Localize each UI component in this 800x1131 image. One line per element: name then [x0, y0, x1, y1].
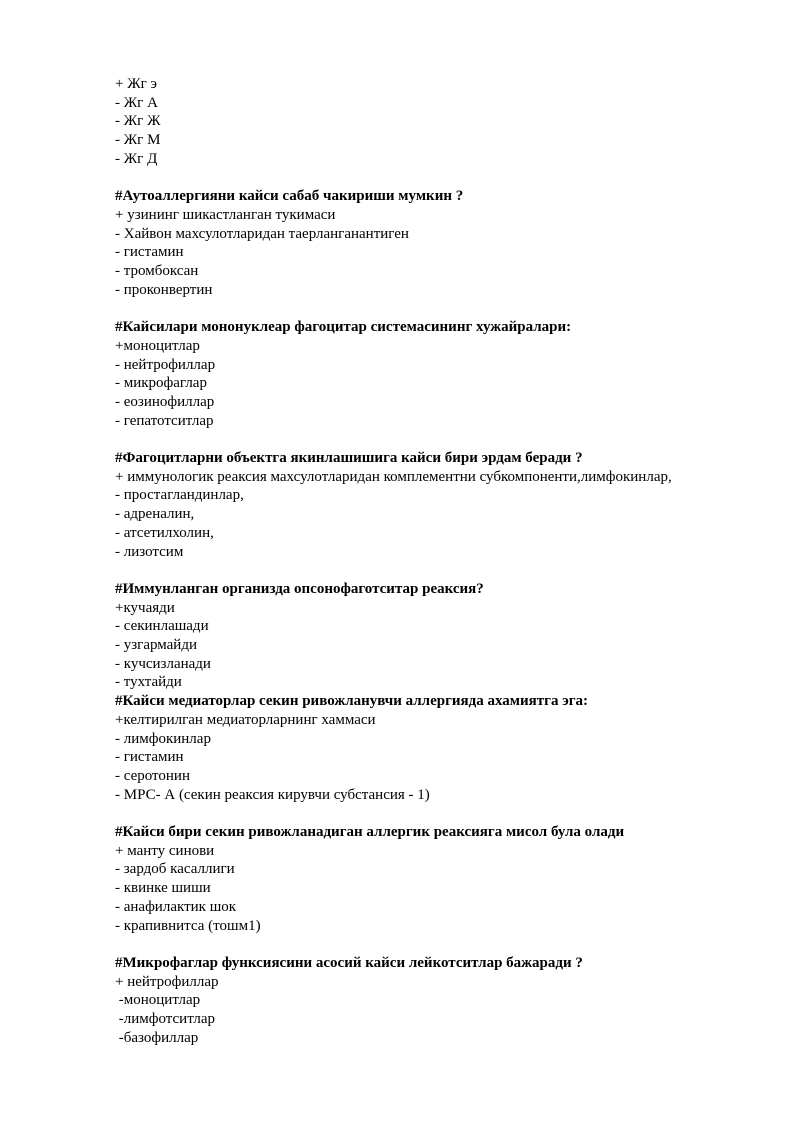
answer-option: - гистамин — [115, 244, 184, 261]
answer-option: - узгармайди — [115, 637, 197, 654]
answer-option: + Жг э — [115, 76, 157, 92]
answer-option: - лимфокинлар — [115, 730, 211, 747]
answer-option: - крапивнитса (тошм1) — [115, 917, 261, 934]
answer-option: - серотонин — [115, 767, 190, 784]
answer-option: - секинлашади — [115, 618, 209, 635]
answer-option: - проконвертин — [115, 281, 213, 298]
answer-option: - Жг Ж — [115, 113, 161, 130]
question-block — [115, 75, 755, 187]
question-list — [115, 75, 755, 1047]
question-block — [115, 823, 755, 954]
answer-option: - Жг А — [115, 94, 158, 111]
answer-option: + нейтрофиллар — [115, 973, 219, 990]
answer-option: - кучсизланади — [115, 655, 211, 672]
answer-option: +келтирилган медиаторларнинг хаммаси — [115, 711, 376, 728]
answer-option: - Хайвон махсулотларидан таерланганантиген — [115, 225, 409, 242]
answer-option: - нейтрофиллар — [115, 356, 216, 373]
answer-option: - квинке шиши — [115, 880, 211, 897]
question-block — [115, 954, 755, 1048]
question-text: #Микрофаглар функсиясини асосий кайси лейкотситлар бажаради ? — [115, 954, 583, 971]
block-spacer — [115, 804, 755, 823]
block-spacer — [115, 430, 755, 449]
answer-option: - зардоб касаллиги — [115, 861, 235, 878]
answer-option: -лимфотситлар — [115, 1011, 216, 1028]
answer-option: +кучаяди — [115, 599, 175, 616]
answer-option: - гепатотситлар — [115, 412, 214, 429]
answer-option: - Жг М — [115, 132, 161, 149]
answer-option: - тухтайди — [115, 674, 182, 691]
question-text: #Аутоаллергияни кайси сабаб чакириши мумкин ? — [115, 188, 464, 205]
block-spacer — [115, 169, 755, 188]
block-spacer — [115, 561, 755, 580]
answer-option: + манту синови — [115, 842, 215, 859]
question-text: #Кайси медиаторлар секин ривожланувчи аллергияда ахамиятга эга: — [115, 693, 589, 710]
answer-option: -базофиллар — [115, 1029, 199, 1046]
answer-option: - Жг Д — [115, 150, 158, 167]
answer-option: + иммунологик реаксия махсулотларидан комплементни субкомпоненти,лимфокинлар, — [115, 468, 672, 485]
question-text: #Кайси бири секин ривожланадиган аллергик реаксияга мисол була олади — [115, 824, 625, 841]
block-spacer — [115, 299, 755, 318]
question-block — [115, 318, 755, 449]
answer-option: - тромбоксан — [115, 263, 199, 280]
answer-option: - гистамин — [115, 749, 184, 766]
question-text: #Фагоцитларни объектга якинлашишига кайси бири эрдам беради ? — [115, 450, 583, 467]
answer-option: - адреналин, — [115, 506, 195, 523]
answer-option: - микрофаглар — [115, 375, 207, 392]
question-text: #Кайсилари мононуклеар фагоцитар системасининг хужайралари: — [115, 319, 572, 336]
question-block — [115, 580, 755, 692]
answer-option: - простагландинлар, — [115, 487, 244, 504]
question-block — [115, 692, 755, 823]
answer-option: - еозинофиллар — [115, 393, 215, 410]
answer-option: - лизотсим — [115, 543, 184, 560]
answer-option: - атсетилхолин, — [115, 524, 214, 541]
answer-option: +моноцитлар — [115, 337, 200, 354]
question-block — [115, 187, 755, 318]
question-block — [115, 449, 755, 580]
block-spacer — [115, 935, 755, 954]
answer-option: - анафилактик шок — [115, 898, 237, 915]
answer-option: + узининг шикастланган тукимаси — [115, 206, 336, 223]
answer-option: -моноцитлар — [115, 992, 201, 1009]
document-page — [115, 75, 755, 1047]
question-text: #Иммунланган организда опсонофаготситар реаксия? — [115, 580, 484, 597]
answer-option: - МРС- А (секин реаксия кирувчи субстансия - 1) — [115, 786, 430, 803]
